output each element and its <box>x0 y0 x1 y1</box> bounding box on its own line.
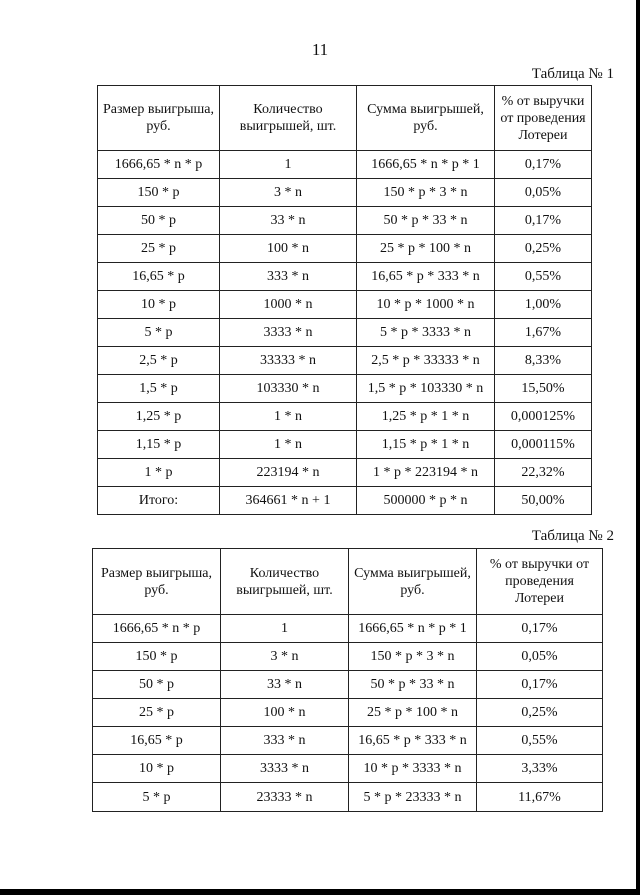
table-row <box>98 403 592 431</box>
table-row <box>98 179 592 207</box>
table-cell: 33333 * n <box>220 347 357 375</box>
table-cell: 223194 * n <box>220 459 357 487</box>
table-cell: 2,5 * p <box>98 347 220 375</box>
table-cell: 50,00% <box>495 487 592 515</box>
table-cell: 50 * p <box>93 671 221 699</box>
table-row <box>93 755 603 783</box>
table-cell: 0,55% <box>477 727 603 755</box>
table-cell: 50 * p * 33 * n <box>357 207 495 235</box>
table-cell: 16,65 * p <box>98 263 220 291</box>
table-cell: 1 <box>220 151 357 179</box>
table-row <box>98 487 592 515</box>
table-row <box>93 699 603 727</box>
table-row <box>98 431 592 459</box>
table-cell: 0,05% <box>495 179 592 207</box>
table-cell: 23333 * n <box>221 783 349 812</box>
column-header: % от выручки от проведения Лотереи <box>495 86 592 151</box>
table-cell: 0,05% <box>477 643 603 671</box>
table-cell: 16,65 * p * 333 * n <box>357 263 495 291</box>
table-header-row <box>98 86 592 151</box>
table-cell: 0,17% <box>495 207 592 235</box>
table-cell: 2,5 * p * 33333 * n <box>357 347 495 375</box>
table-cell: 5 * p * 3333 * n <box>357 319 495 347</box>
table-row <box>93 783 603 812</box>
table-cell: 0,25% <box>477 699 603 727</box>
table-cell: 1 <box>221 615 349 643</box>
table-cell: 0,000125% <box>495 403 592 431</box>
table-cell: 10 * p * 3333 * n <box>349 755 477 783</box>
table-cell: 103330 * n <box>220 375 357 403</box>
table-cell: Итого: <box>98 487 220 515</box>
table-cell: 15,50% <box>495 375 592 403</box>
table-cell: 1,5 * p <box>98 375 220 403</box>
table-cell: 5 * p <box>98 319 220 347</box>
table-row <box>98 235 592 263</box>
table-cell: 3 * n <box>221 643 349 671</box>
table-row <box>93 671 603 699</box>
table-cell: 1,5 * p * 103330 * n <box>357 375 495 403</box>
table-cell: 1 * n <box>220 431 357 459</box>
table-row <box>93 615 603 643</box>
table-cell: 1 * n <box>220 403 357 431</box>
table-cell: 16,65 * p <box>93 727 221 755</box>
page-number: 11 <box>311 40 329 59</box>
table-cell: 25 * p <box>98 235 220 263</box>
table-cell: 10 * p <box>98 291 220 319</box>
column-header: Сумма выигрышей, руб. <box>357 86 495 151</box>
table-cell: 0,55% <box>495 263 592 291</box>
table-cell: 150 * p * 3 * n <box>357 179 495 207</box>
table-cell: 1 * p <box>98 459 220 487</box>
table-row <box>98 319 592 347</box>
table-cell: 1,25 * p <box>98 403 220 431</box>
table-cell: 33 * n <box>220 207 357 235</box>
table-row <box>98 151 592 179</box>
table-cell: 3,33% <box>477 755 603 783</box>
table-row <box>98 459 592 487</box>
table-cell: 25 * p <box>93 699 221 727</box>
table-cell: 150 * p * 3 * n <box>349 643 477 671</box>
scan-border-bottom <box>0 889 640 895</box>
table-cell: 1666,65 * n * p <box>98 151 220 179</box>
column-header: Размер выигрыша, руб. <box>98 86 220 151</box>
table-cell: 1666,65 * n * p * 1 <box>357 151 495 179</box>
table-cell: 3 * n <box>220 179 357 207</box>
table-cell: 10 * p <box>93 755 221 783</box>
table-cell: 1,67% <box>495 319 592 347</box>
table-cell: 5 * p <box>93 783 221 812</box>
table-cell: 22,32% <box>495 459 592 487</box>
table-cell: 0,17% <box>477 671 603 699</box>
table-cell: 333 * n <box>221 727 349 755</box>
table-cell: 150 * p <box>98 179 220 207</box>
scan-border-right <box>636 0 640 895</box>
table-2-caption: Таблица № 2 <box>531 528 614 544</box>
table-cell: 16,65 * p * 333 * n <box>349 727 477 755</box>
table-cell: 364661 * n + 1 <box>220 487 357 515</box>
table-cell: 1000 * n <box>220 291 357 319</box>
table-row <box>93 727 603 755</box>
table-cell: 0,25% <box>495 235 592 263</box>
table-row <box>93 643 603 671</box>
column-header: Количество выигрышей, шт. <box>220 86 357 151</box>
table-cell: 1 * p * 223194 * n <box>357 459 495 487</box>
table-cell: 33 * n <box>221 671 349 699</box>
table-cell: 1666,65 * n * p * 1 <box>349 615 477 643</box>
table-cell: 333 * n <box>220 263 357 291</box>
table-cell: 0,17% <box>495 151 592 179</box>
column-header: Количество выигрышей, шт. <box>221 549 349 615</box>
column-header: % от выручки от проведения Лотереи <box>477 549 603 615</box>
table-row <box>98 375 592 403</box>
table-cell: 3333 * n <box>221 755 349 783</box>
table-cell: 1,15 * p * 1 * n <box>357 431 495 459</box>
column-header: Размер выигрыша, руб. <box>93 549 221 615</box>
table-cell: 100 * n <box>221 699 349 727</box>
table-row <box>98 207 592 235</box>
prize-table-1 <box>97 85 592 515</box>
table-cell: 0,000115% <box>495 431 592 459</box>
table-cell: 8,33% <box>495 347 592 375</box>
table-cell: 1,15 * p <box>98 431 220 459</box>
table-cell: 0,17% <box>477 615 603 643</box>
table-cell: 1,25 * p * 1 * n <box>357 403 495 431</box>
table-cell: 500000 * p * n <box>357 487 495 515</box>
table-row <box>98 263 592 291</box>
table-cell: 50 * p <box>98 207 220 235</box>
table-row <box>98 291 592 319</box>
table-cell: 100 * n <box>220 235 357 263</box>
prize-table-2 <box>92 548 603 812</box>
table-cell: 25 * p * 100 * n <box>349 699 477 727</box>
table-cell: 3333 * n <box>220 319 357 347</box>
table-cell: 1666,65 * n * p <box>93 615 221 643</box>
table-cell: 150 * p <box>93 643 221 671</box>
table-row <box>98 347 592 375</box>
table-cell: 1,00% <box>495 291 592 319</box>
table-1-caption: Таблица № 1 <box>531 66 614 82</box>
column-header: Сумма выигрышей, руб. <box>349 549 477 615</box>
table-header-row <box>93 549 603 615</box>
table-cell: 11,67% <box>477 783 603 812</box>
table-cell: 10 * p * 1000 * n <box>357 291 495 319</box>
table-cell: 5 * p * 23333 * n <box>349 783 477 812</box>
table-cell: 25 * p * 100 * n <box>357 235 495 263</box>
table-cell: 50 * p * 33 * n <box>349 671 477 699</box>
